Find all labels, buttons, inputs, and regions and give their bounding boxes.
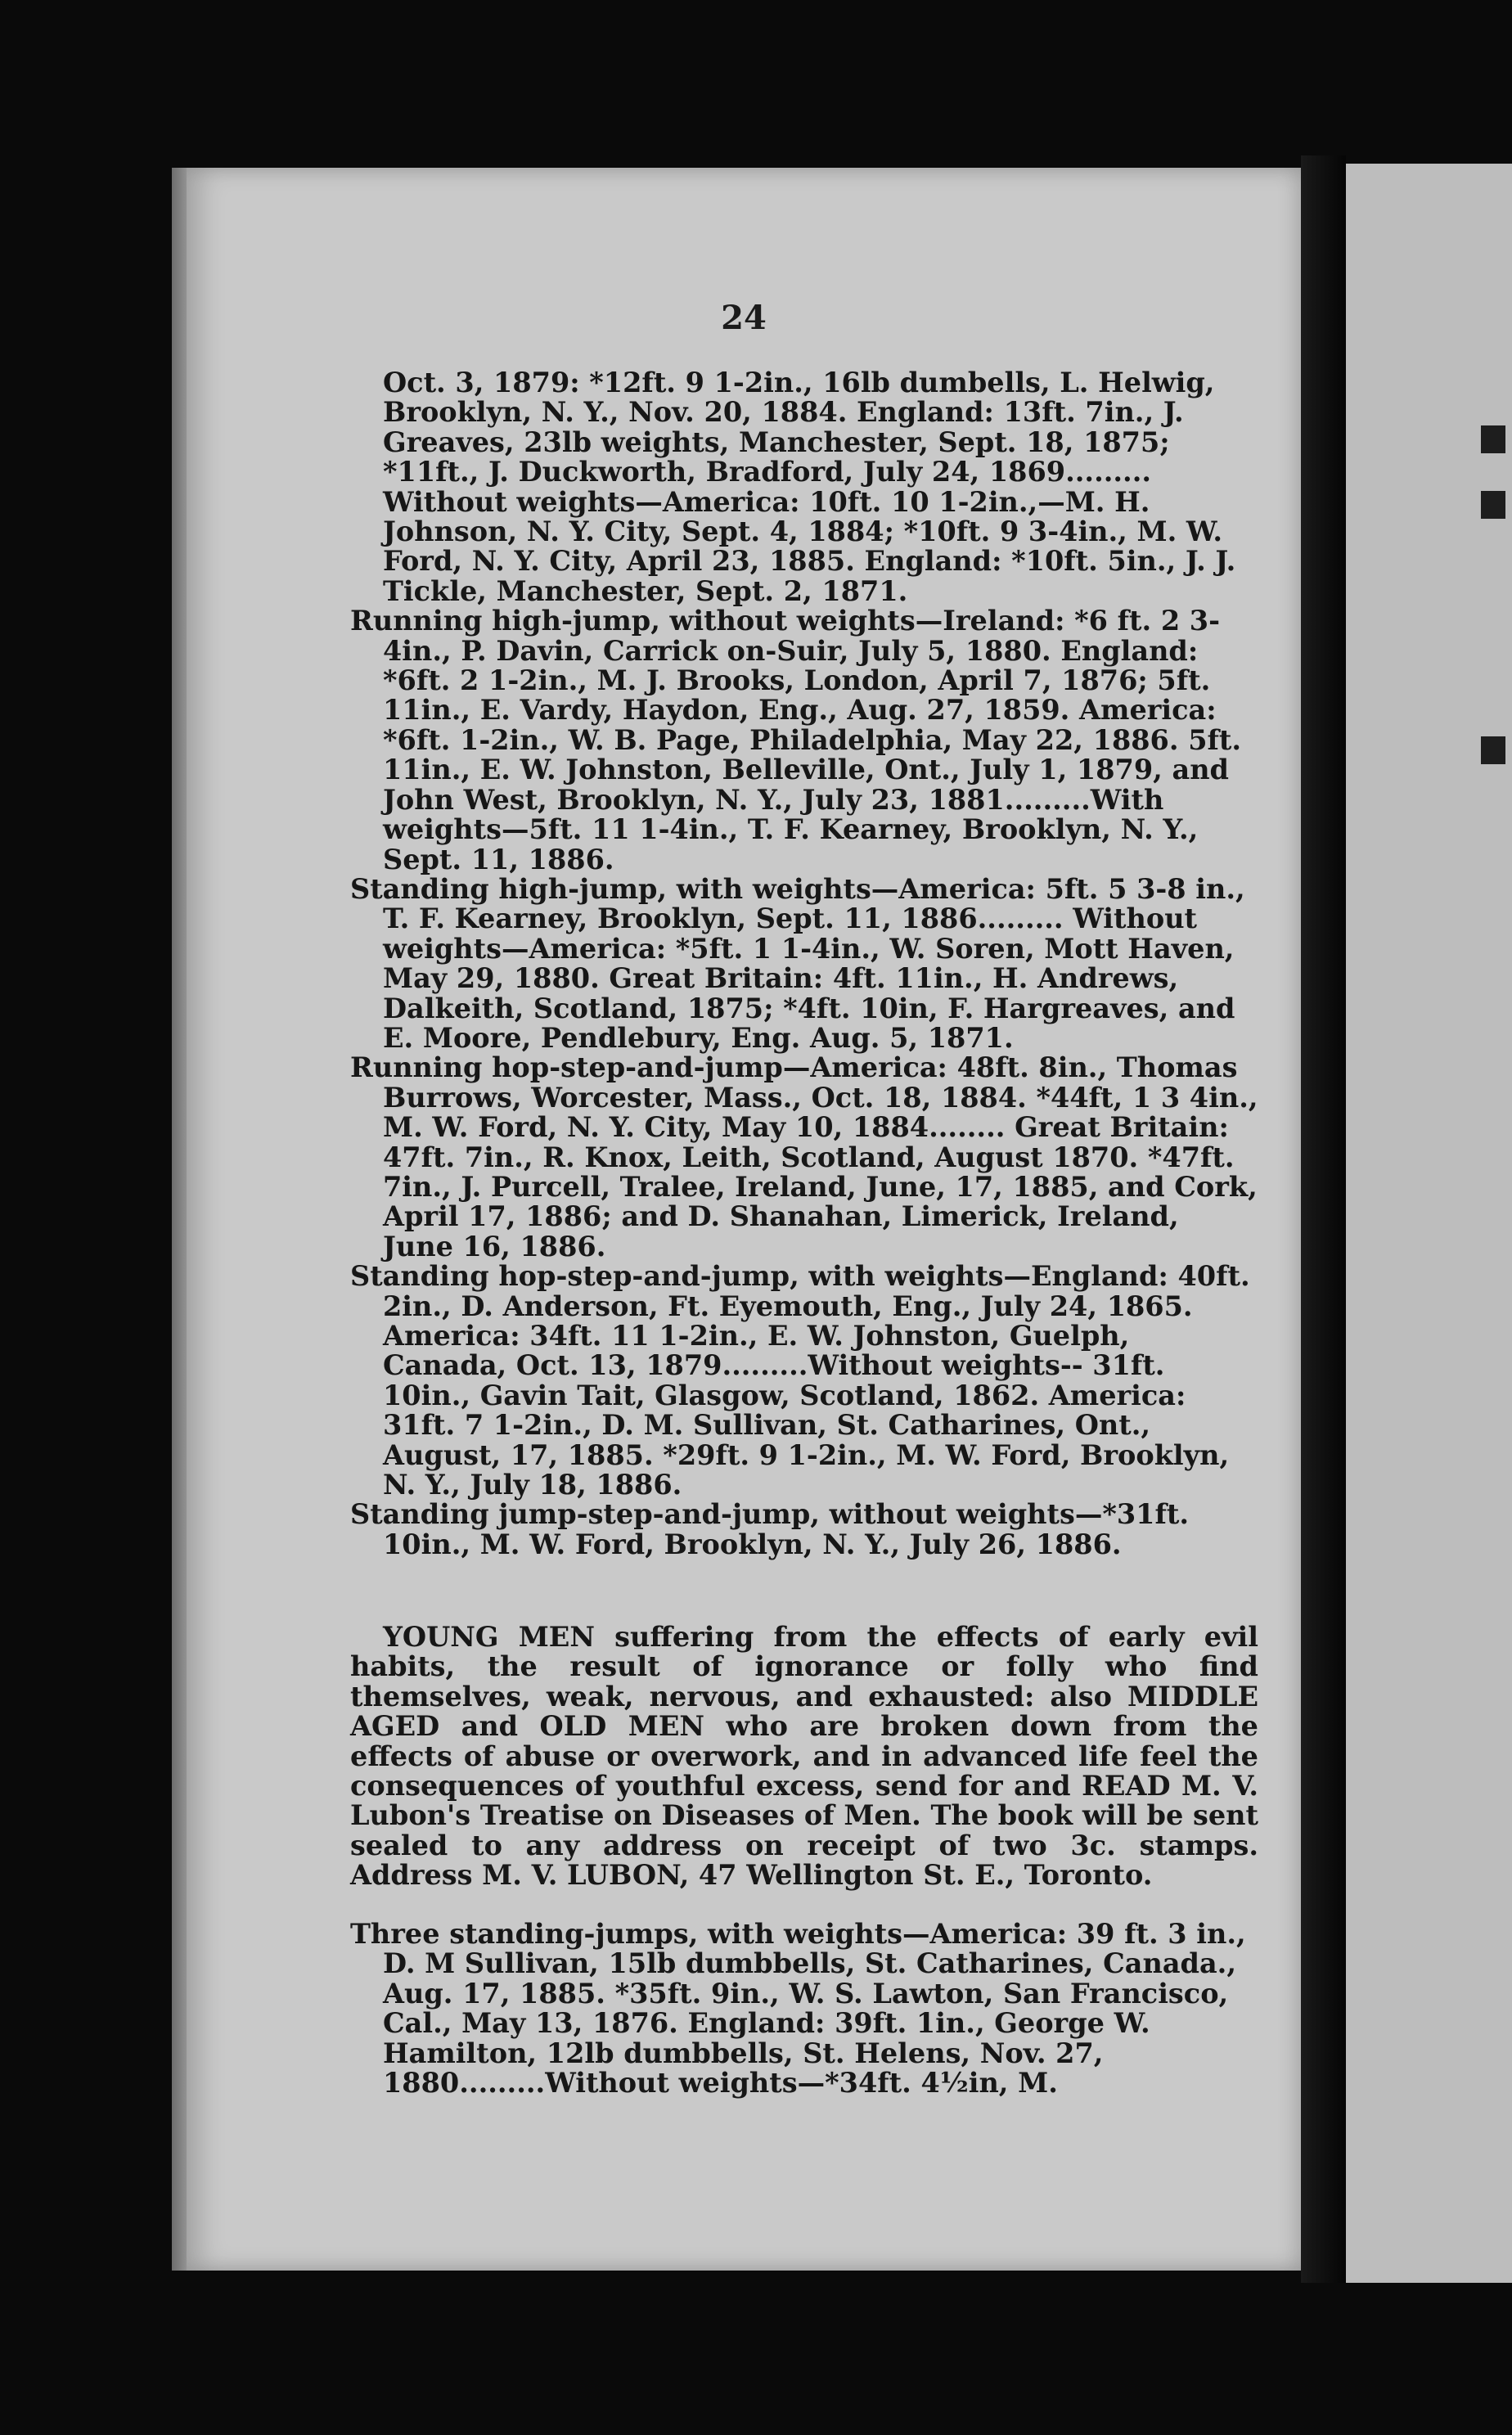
record-entry: Oct. 3, 1879: *12ft. 9 1-2in., 16lb dumbells, L. Helwig, Brooklyn, N. Y., Nov. 20, 1884. England: 13ft. 7in., J. Greaves, 23lb weights, Manchester, Sept. 18, 1875; *11ft., J. Duckworth, Bradford, July 24, 1869......... Without weights—America: 10ft. 10 1-2in.,—M. H. Johnson, N. Y. City, Sept. 4, 1884; *10ft. 9 3-4in., M. W. Ford, N. Y. City, April 23, 1885. England: *10ft. 5in., J. J. Tickle, Manchester, Sept. 2, 1871. (383, 367, 1236, 607)
record-entries (350, 368, 1258, 1560)
facing-page-glyph (1481, 491, 1505, 519)
record-entry: Standing hop-step-and-jump, with weights—England: 40ft. 2in., D. Anderson, Ft. Eyemouth, Eng., July 24, 1865. America: 34ft. 11 1-2in., E. W. Johnston, Guelph, Canada, Oct. 13, 1879.........Without weights-- 31ft. 10in., Gavin Tait, Glasgow, Scotland, 1862. America: 31ft. 7 1-2in., D. M. Sullivan, St. Catharines, Ont., August, 17, 1885. *29ft. 9 1-2in., M. W. Ford, Brooklyn, N. Y., July 18, 1886. (350, 1260, 1250, 1501)
record-entry: Three standing-jumps, with weights—America: 39 ft. 3 in., D. M Sullivan, 15lb dumbbells, St. Catharines, Canada., Aug. 17, 1885. *35ft. 9in., W. S. Lawton, San Francisco, Cal., May 13, 1876. England: 39ft. 1in., George W. Hamilton, 12lb dumbbells, St. Helens, Nov. 27, 1880.........Without weights—*34ft. 4½in, M. (350, 1918, 1246, 2100)
record-entries-continued (350, 1920, 1258, 2098)
record-entry: Running hop-step-and-jump—America: 48ft. 8in., Thomas Burrows, Worcester, Mass., Oct. 18, 1884. *44ft, 1 3 4in., M. W. Ford, N. Y. City, May 10, 1884........ Great Britain: 47ft. 7in., R. Knox, Leith, Scotland, August 1870. *47ft. 7in., J. Purcell, Tralee, Ireland, June, 17, 1885, and Cork, April 17, 1886; and D. Shanahan, Limerick, Ireland, June 16, 1886. (350, 1051, 1258, 1263)
facing-page-glyph (1481, 736, 1505, 764)
book-gutter (1301, 155, 1346, 2283)
advertisement: YOUNG MEN suffering from the effects of early evil habits, the result of ignorance or folly who find themselves, weak, nervous, and exhausted: also MIDDLE AGED and OLD MEN who are broken down from the effects of abuse or overwork, and in advanced life feel the consequences of youthful excess, send for and READ M. V. Lubon's Treatise on Diseases of Men. The book will be sent sealed to any address on receipt of two 3c. stamps. Address M. V. LUBON, 47 Wellington St. E., Toronto. (350, 1621, 1258, 1892)
facing-page-edge (1346, 164, 1512, 2283)
book-page (187, 168, 1301, 2271)
page-number: 24 (721, 299, 767, 337)
facing-page-glyph (1481, 425, 1505, 453)
record-entry: Standing jump-step-and-jump, without weights—*31ft. 10in., M. W. Ford, Brooklyn, N. Y., July 26, 1886. (350, 1498, 1190, 1560)
record-entry: Standing high-jump, with weights—America: 5ft. 5 3-8 in., T. F. Kearney, Brooklyn, Sept. 11, 1886......... Without weights—America: *5ft. 1 1-4in., W. Soren, Mott Haven, May 29, 1880. Great Britain: 4ft. 11in., H. Andrews, Dalkeith, Scotland, 1875; *4ft. 10in, F. Hargreaves, and E. Moore, Pendlebury, Eng. Aug. 5, 1871. (350, 872, 1245, 1054)
record-entry: Running high-jump, without weights—Ireland: *6 ft. 2 3-4in., P. Davin, Carrick on-Suir, July 5, 1880. England: *6ft. 2 1-2in., M. J. Brooks, London, April 7, 1876; 5ft. 11in., E. Vardy, Haydon, Eng., Aug. 27, 1859. America: *6ft. 1-2in., W. B. Page, Philadelphia, May 22, 1886. 5ft. 11in., E. W. Johnston, Belleville, Ont., July 1, 1879, and John West, Brooklyn, N. Y., July 23, 1881.........With weights—5ft. 11 1-4in., T. F. Kearney, Brooklyn, N. Y., Sept. 11, 1886. (350, 605, 1242, 875)
